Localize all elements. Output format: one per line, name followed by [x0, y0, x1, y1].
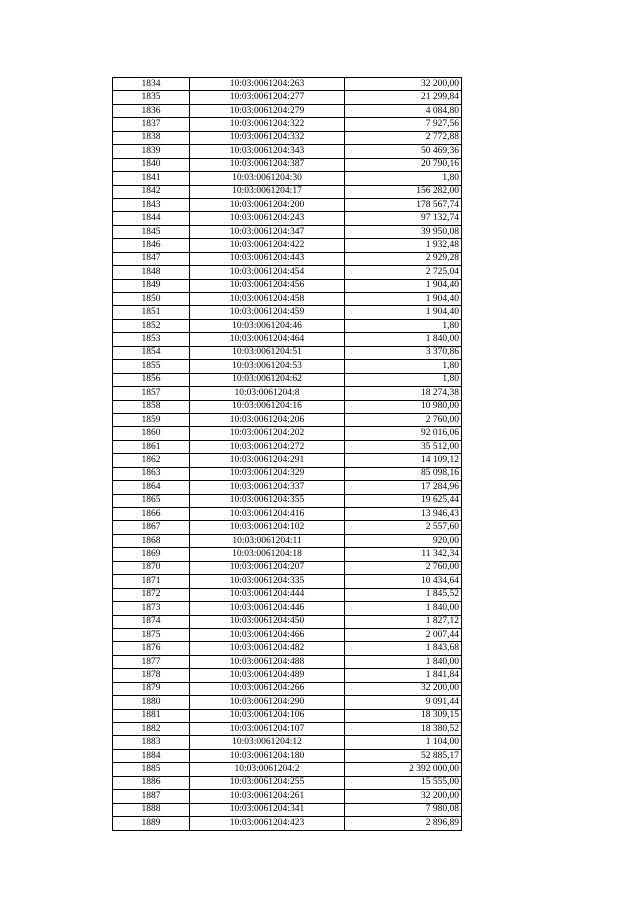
row-number-cell: 1834 [113, 78, 190, 91]
table-row [113, 319, 462, 332]
data-table [112, 77, 462, 831]
table-row [113, 266, 462, 279]
table-row [113, 561, 462, 574]
amount-cell: 2 557,60 [345, 521, 462, 534]
amount-cell: 2 007,44 [345, 628, 462, 641]
cadastral-number-cell: 10:03:0061204:16 [190, 400, 345, 413]
amount-cell: 1 827,12 [345, 615, 462, 628]
row-number-cell: 1888 [113, 803, 190, 816]
table-row [113, 198, 462, 211]
table-row [113, 776, 462, 789]
cadastral-number-cell: 10:03:0061204:488 [190, 655, 345, 668]
amount-cell: 35 512,00 [345, 440, 462, 453]
row-number-cell: 1857 [113, 387, 190, 400]
cadastral-number-cell: 10:03:0061204:444 [190, 588, 345, 601]
row-number-cell: 1839 [113, 145, 190, 158]
cadastral-number-cell: 10:03:0061204:387 [190, 158, 345, 171]
cadastral-number-cell: 10:03:0061204:454 [190, 266, 345, 279]
cadastral-number-cell: 10:03:0061204:337 [190, 481, 345, 494]
row-number-cell: 1882 [113, 723, 190, 736]
table-row [113, 293, 462, 306]
row-number-cell: 1878 [113, 669, 190, 682]
table-row [113, 427, 462, 440]
table-row [113, 709, 462, 722]
amount-cell: 50 469,36 [345, 145, 462, 158]
amount-cell: 920,00 [345, 534, 462, 547]
amount-cell: 1,80 [345, 319, 462, 332]
amount-cell: 1 904,40 [345, 306, 462, 319]
row-number-cell: 1868 [113, 534, 190, 547]
cadastral-number-cell: 10:03:0061204:482 [190, 642, 345, 655]
table-row [113, 615, 462, 628]
cadastral-number-cell: 10:03:0061204:200 [190, 198, 345, 211]
row-number-cell: 1869 [113, 548, 190, 561]
cadastral-number-cell: 10:03:0061204:53 [190, 360, 345, 373]
table-row [113, 239, 462, 252]
cadastral-number-cell: 10:03:0061204:102 [190, 521, 345, 534]
cadastral-number-cell: 10:03:0061204:423 [190, 817, 345, 830]
table-row [113, 118, 462, 131]
amount-cell: 1 845,52 [345, 588, 462, 601]
table-row [113, 400, 462, 413]
table-row [113, 158, 462, 171]
amount-cell: 13 946,43 [345, 508, 462, 521]
table-body [113, 78, 462, 831]
row-number-cell: 1846 [113, 239, 190, 252]
cadastral-number-cell: 10:03:0061204:416 [190, 508, 345, 521]
amount-cell: 97 132,74 [345, 212, 462, 225]
table-row [113, 494, 462, 507]
amount-cell: 19 625,44 [345, 494, 462, 507]
amount-cell: 18 274,38 [345, 387, 462, 400]
table-row [113, 225, 462, 238]
cadastral-number-cell: 10:03:0061204:291 [190, 454, 345, 467]
cadastral-number-cell: 10:03:0061204:30 [190, 172, 345, 185]
row-number-cell: 1847 [113, 252, 190, 265]
row-number-cell: 1872 [113, 588, 190, 601]
cadastral-number-cell: 10:03:0061204:456 [190, 279, 345, 292]
table-row [113, 91, 462, 104]
amount-cell: 52 885,17 [345, 749, 462, 762]
row-number-cell: 1879 [113, 682, 190, 695]
table-row [113, 682, 462, 695]
cadastral-number-cell: 10:03:0061204:255 [190, 776, 345, 789]
amount-cell: 2 772,88 [345, 131, 462, 144]
table-row [113, 803, 462, 816]
amount-cell: 32 200,00 [345, 78, 462, 91]
amount-cell: 20 790,16 [345, 158, 462, 171]
table-row [113, 454, 462, 467]
cadastral-number-cell: 10:03:0061204:335 [190, 575, 345, 588]
row-number-cell: 1840 [113, 158, 190, 171]
row-number-cell: 1885 [113, 763, 190, 776]
amount-cell: 3 370,86 [345, 346, 462, 359]
amount-cell: 39 950,08 [345, 225, 462, 238]
amount-cell: 32 200,00 [345, 682, 462, 695]
table-row [113, 212, 462, 225]
row-number-cell: 1876 [113, 642, 190, 655]
cadastral-number-cell: 10:03:0061204:46 [190, 319, 345, 332]
amount-cell: 2 929,28 [345, 252, 462, 265]
table-row [113, 602, 462, 615]
amount-cell: 2 392 000,00 [345, 763, 462, 776]
cadastral-number-cell: 10:03:0061204:266 [190, 682, 345, 695]
table-row [113, 548, 462, 561]
row-number-cell: 1854 [113, 346, 190, 359]
cadastral-number-cell: 10:03:0061204:466 [190, 628, 345, 641]
cadastral-number-cell: 10:03:0061204:443 [190, 252, 345, 265]
table-row [113, 642, 462, 655]
cadastral-number-cell: 10:03:0061204:279 [190, 104, 345, 117]
row-number-cell: 1849 [113, 279, 190, 292]
cadastral-number-cell: 10:03:0061204:243 [190, 212, 345, 225]
row-number-cell: 1859 [113, 413, 190, 426]
cadastral-number-cell: 10:03:0061204:107 [190, 723, 345, 736]
amount-cell: 14 109,12 [345, 454, 462, 467]
row-number-cell: 1853 [113, 333, 190, 346]
table-row [113, 534, 462, 547]
cadastral-number-cell: 10:03:0061204:290 [190, 696, 345, 709]
table-row [113, 346, 462, 359]
cadastral-number-cell: 10:03:0061204:106 [190, 709, 345, 722]
cadastral-number-cell: 10:03:0061204:355 [190, 494, 345, 507]
cadastral-number-cell: 10:03:0061204:329 [190, 467, 345, 480]
amount-cell: 156 282,00 [345, 185, 462, 198]
amount-cell: 1 841,84 [345, 669, 462, 682]
row-number-cell: 1848 [113, 266, 190, 279]
cadastral-number-cell: 10:03:0061204:2 [190, 763, 345, 776]
row-number-cell: 1864 [113, 481, 190, 494]
cadastral-number-cell: 10:03:0061204:51 [190, 346, 345, 359]
amount-cell: 4 084,80 [345, 104, 462, 117]
table-row [113, 413, 462, 426]
table-row [113, 628, 462, 641]
table-row [113, 723, 462, 736]
amount-cell: 10 434,64 [345, 575, 462, 588]
cadastral-number-cell: 10:03:0061204:180 [190, 749, 345, 762]
cadastral-number-cell: 10:03:0061204:11 [190, 534, 345, 547]
table-row [113, 817, 462, 830]
cadastral-number-cell: 10:03:0061204:347 [190, 225, 345, 238]
amount-cell: 1 104,00 [345, 736, 462, 749]
row-number-cell: 1852 [113, 319, 190, 332]
amount-cell: 9 091,44 [345, 696, 462, 709]
table-row [113, 440, 462, 453]
table-row [113, 696, 462, 709]
row-number-cell: 1873 [113, 602, 190, 615]
row-number-cell: 1835 [113, 91, 190, 104]
row-number-cell: 1867 [113, 521, 190, 534]
table-row [113, 467, 462, 480]
table-row [113, 104, 462, 117]
cadastral-number-cell: 10:03:0061204:62 [190, 373, 345, 386]
cadastral-number-cell: 10:03:0061204:18 [190, 548, 345, 561]
cadastral-number-cell: 10:03:0061204:17 [190, 185, 345, 198]
amount-cell: 17 284,96 [345, 481, 462, 494]
row-number-cell: 1845 [113, 225, 190, 238]
cadastral-number-cell: 10:03:0061204:261 [190, 790, 345, 803]
row-number-cell: 1886 [113, 776, 190, 789]
table-row [113, 279, 462, 292]
amount-cell: 2 760,00 [345, 413, 462, 426]
amount-cell: 15 555,00 [345, 776, 462, 789]
amount-cell: 2 760,00 [345, 561, 462, 574]
amount-cell: 1 840,00 [345, 333, 462, 346]
table-row [113, 172, 462, 185]
cadastral-number-cell: 10:03:0061204:341 [190, 803, 345, 816]
row-number-cell: 1875 [113, 628, 190, 641]
cadastral-number-cell: 10:03:0061204:464 [190, 333, 345, 346]
amount-cell: 1,80 [345, 373, 462, 386]
amount-cell: 32 200,00 [345, 790, 462, 803]
cadastral-number-cell: 10:03:0061204:458 [190, 293, 345, 306]
cadastral-number-cell: 10:03:0061204:422 [190, 239, 345, 252]
table-row [113, 669, 462, 682]
cadastral-number-cell: 10:03:0061204:202 [190, 427, 345, 440]
amount-cell: 1 932,48 [345, 239, 462, 252]
amount-cell: 7 927,56 [345, 118, 462, 131]
row-number-cell: 1862 [113, 454, 190, 467]
table-row [113, 373, 462, 386]
table-row [113, 508, 462, 521]
table-row [113, 333, 462, 346]
table-row [113, 131, 462, 144]
table-row [113, 575, 462, 588]
row-number-cell: 1877 [113, 655, 190, 668]
row-number-cell: 1837 [113, 118, 190, 131]
row-number-cell: 1838 [113, 131, 190, 144]
table-row [113, 521, 462, 534]
row-number-cell: 1860 [113, 427, 190, 440]
amount-cell: 10 980,00 [345, 400, 462, 413]
amount-cell: 1 904,40 [345, 279, 462, 292]
row-number-cell: 1856 [113, 373, 190, 386]
table-row [113, 655, 462, 668]
row-number-cell: 1843 [113, 198, 190, 211]
amount-cell: 7 980,08 [345, 803, 462, 816]
cadastral-number-cell: 10:03:0061204:343 [190, 145, 345, 158]
row-number-cell: 1865 [113, 494, 190, 507]
table-row [113, 763, 462, 776]
row-number-cell: 1851 [113, 306, 190, 319]
amount-cell: 1 840,00 [345, 602, 462, 615]
row-number-cell: 1836 [113, 104, 190, 117]
cadastral-number-cell: 10:03:0061204:8 [190, 387, 345, 400]
row-number-cell: 1874 [113, 615, 190, 628]
row-number-cell: 1881 [113, 709, 190, 722]
table-row [113, 252, 462, 265]
amount-cell: 1 840,00 [345, 655, 462, 668]
table-row [113, 185, 462, 198]
table-row [113, 145, 462, 158]
row-number-cell: 1841 [113, 172, 190, 185]
row-number-cell: 1887 [113, 790, 190, 803]
table-row [113, 306, 462, 319]
amount-cell: 92 016,06 [345, 427, 462, 440]
row-number-cell: 1880 [113, 696, 190, 709]
amount-cell: 18 380,52 [345, 723, 462, 736]
amount-cell: 11 342,34 [345, 548, 462, 561]
row-number-cell: 1871 [113, 575, 190, 588]
row-number-cell: 1844 [113, 212, 190, 225]
cadastral-number-cell: 10:03:0061204:446 [190, 602, 345, 615]
cadastral-number-cell: 10:03:0061204:263 [190, 78, 345, 91]
row-number-cell: 1866 [113, 508, 190, 521]
amount-cell: 18 309,15 [345, 709, 462, 722]
row-number-cell: 1883 [113, 736, 190, 749]
row-number-cell: 1855 [113, 360, 190, 373]
amount-cell: 1,80 [345, 172, 462, 185]
row-number-cell: 1858 [113, 400, 190, 413]
amount-cell: 178 567,74 [345, 198, 462, 211]
row-number-cell: 1863 [113, 467, 190, 480]
row-number-cell: 1884 [113, 749, 190, 762]
cadastral-number-cell: 10:03:0061204:206 [190, 413, 345, 426]
cadastral-number-cell: 10:03:0061204:277 [190, 91, 345, 104]
row-number-cell: 1850 [113, 293, 190, 306]
table-row [113, 749, 462, 762]
cadastral-number-cell: 10:03:0061204:12 [190, 736, 345, 749]
amount-cell: 1 904,40 [345, 293, 462, 306]
amount-cell: 1 843,68 [345, 642, 462, 655]
cadastral-number-cell: 10:03:0061204:207 [190, 561, 345, 574]
amount-cell: 85 098,16 [345, 467, 462, 480]
cadastral-number-cell: 10:03:0061204:332 [190, 131, 345, 144]
cadastral-number-cell: 10:03:0061204:272 [190, 440, 345, 453]
table-row [113, 481, 462, 494]
row-number-cell: 1842 [113, 185, 190, 198]
cadastral-number-cell: 10:03:0061204:489 [190, 669, 345, 682]
amount-cell: 2 725,04 [345, 266, 462, 279]
cadastral-number-cell: 10:03:0061204:459 [190, 306, 345, 319]
table-row [113, 78, 462, 91]
table-row [113, 360, 462, 373]
amount-cell: 2 896,89 [345, 817, 462, 830]
cadastral-number-cell: 10:03:0061204:322 [190, 118, 345, 131]
table-row [113, 736, 462, 749]
table-row [113, 790, 462, 803]
amount-cell: 21 299,84 [345, 91, 462, 104]
row-number-cell: 1889 [113, 817, 190, 830]
row-number-cell: 1870 [113, 561, 190, 574]
table-row [113, 588, 462, 601]
table-row [113, 387, 462, 400]
row-number-cell: 1861 [113, 440, 190, 453]
amount-cell: 1,80 [345, 360, 462, 373]
cadastral-number-cell: 10:03:0061204:450 [190, 615, 345, 628]
